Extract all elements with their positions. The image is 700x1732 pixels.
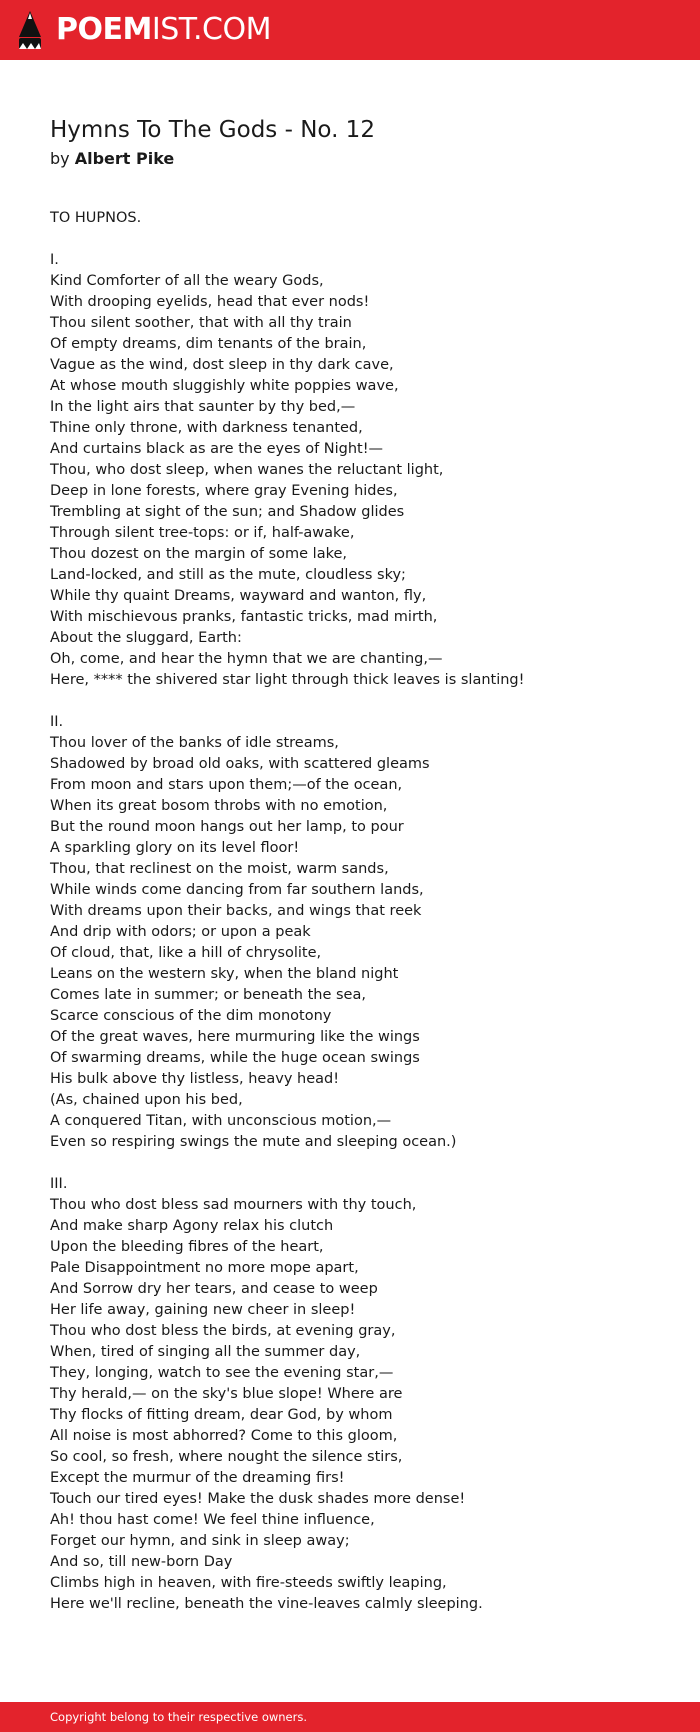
poem-line: In the light airs that saunter by thy bed,—: [50, 399, 356, 415]
poem-line: Pale Disappointment no more mope apart,: [50, 1260, 359, 1276]
poem-line: Of swarming dreams, while the huge ocean swings: [50, 1050, 420, 1066]
poem-line: Trembling at sight of the sun; and Shadow glides: [50, 504, 405, 520]
poem-line: Of empty dreams, dim tenants of the brain,: [50, 336, 367, 352]
poem-line: Deep in lone forests, where gray Evening hides,: [50, 483, 398, 499]
logo-bold-text: POEM: [56, 12, 152, 47]
poem-line: Comes late in summer; or beneath the sea,: [50, 987, 366, 1003]
site-footer: [0, 1702, 700, 1732]
poem-line: A sparkling glory on its level floor!: [50, 840, 300, 856]
poem-line: Vague as the wind, dost sleep in thy dark cave,: [50, 357, 394, 373]
poem-line: Thou, that reclinest on the moist, warm sands,: [50, 861, 389, 877]
poem-line: III.: [50, 1176, 68, 1192]
poem-line: [50, 691, 670, 712]
site-header: [0, 0, 700, 60]
pen-nib-icon[interactable]: [18, 10, 42, 50]
poem-line: Even so respiring swings the mute and sleeping ocean.): [50, 1134, 457, 1150]
poem-line: With mischievous pranks, fantastic tricks, mad mirth,: [50, 609, 438, 625]
poem-line: All noise is most abhorred? Come to this gloom,: [50, 1428, 398, 1444]
poem-line: When its great bosom throbs with no emotion,: [50, 798, 388, 814]
poem-line: They, longing, watch to see the evening star,—: [50, 1365, 394, 1381]
poem-line: Thou dozest on the margin of some lake,: [50, 546, 347, 562]
poem-line: TO HUPNOS.: [50, 210, 142, 226]
poem-line: While thy quaint Dreams, wayward and wanton, fly,: [50, 588, 427, 604]
author-name[interactable]: Albert Pike: [74, 149, 175, 168]
poem-line: [50, 1153, 670, 1174]
poem-line: While winds come dancing from far southern lands,: [50, 882, 424, 898]
poem-line: Thy flocks of fitting dream, dear God, by whom: [50, 1407, 393, 1423]
poem-line: Here, **** the shivered star light through thick leaves is slanting!: [50, 672, 525, 688]
poem-line: So cool, so fresh, where nought the silence stirs,: [50, 1449, 403, 1465]
poem-byline: [50, 147, 670, 171]
poem-line: Touch our tired eyes! Make the dusk shades more dense!: [50, 1491, 466, 1507]
poem-line: Ah! thou hast come! We feel thine influence,: [50, 1512, 375, 1528]
poem-line: With dreams upon their backs, and wings that reek: [50, 903, 422, 919]
poem-line: Thine only throne, with darkness tenanted,: [50, 420, 363, 436]
poem-line: About the sluggard, Earth:: [50, 630, 242, 646]
poem-line: Upon the bleeding fibres of the heart,: [50, 1239, 324, 1255]
poem-line: But the round moon hangs out her lamp, to pour: [50, 819, 404, 835]
poem-line: And so, till new-born Day: [50, 1554, 233, 1570]
poem-line: Scarce conscious of the dim monotony: [50, 1008, 332, 1024]
poem-line: His bulk above thy listless, heavy head!: [50, 1071, 340, 1087]
poem-line: Thou, who dost sleep, when wanes the reluctant light,: [50, 462, 444, 478]
logo-light-text: IST.COM: [151, 12, 271, 47]
poem-line: With drooping eyelids, head that ever nods!: [50, 294, 370, 310]
poem-body: [50, 208, 670, 1615]
poem-line: Through silent tree-tops: or if, half-awake,: [50, 525, 355, 541]
poem-line: Thy herald,— on the sky's blue slope! Where are: [50, 1386, 403, 1402]
poem-line: Thou who dost bless sad mourners with thy touch,: [50, 1197, 417, 1213]
site-logo[interactable]: [56, 12, 271, 47]
poem-line: Oh, come, and hear the hymn that we are chanting,—: [50, 651, 443, 667]
poem-line: Thou lover of the banks of idle streams,: [50, 735, 339, 751]
poem-line: (As, chained upon his bed,: [50, 1092, 243, 1108]
poem-line: At whose mouth sluggishly white poppies wave,: [50, 378, 399, 394]
poem-line: II.: [50, 714, 64, 730]
poem-line: A conquered Titan, with unconscious motion,—: [50, 1113, 392, 1129]
poem-line: [50, 229, 670, 250]
poem-line: When, tired of singing all the summer day,: [50, 1344, 361, 1360]
poem-line: Except the murmur of the dreaming firs!: [50, 1470, 345, 1486]
poem-line: Kind Comforter of all the weary Gods,: [50, 273, 324, 289]
by-label: by: [50, 149, 70, 168]
poem-line: And make sharp Agony relax his clutch: [50, 1218, 334, 1234]
poem-line: Of cloud, that, like a hill of chrysolite,: [50, 945, 322, 961]
poem-line: Leans on the western sky, when the bland night: [50, 966, 399, 982]
poem-line: And drip with odors; or upon a peak: [50, 924, 311, 940]
poem-line: And curtains black as are the eyes of Night!—: [50, 441, 384, 457]
poem-line: I.: [50, 252, 59, 268]
poem-line: Land-locked, and still as the mute, cloudless sky;: [50, 567, 406, 583]
poem-line: Thou who dost bless the birds, at evening gray,: [50, 1323, 396, 1339]
poem-line: Here we'll recline, beneath the vine-leaves calmly sleeping.: [50, 1596, 483, 1612]
poem-line: Climbs high in heaven, with fire-steeds swiftly leaping,: [50, 1575, 447, 1591]
poem-line: From moon and stars upon them;—of the ocean,: [50, 777, 403, 793]
poem-title: Hymns To The Gods - No. 12: [50, 117, 375, 143]
poem-line: Forget our hymn, and sink in sleep away;: [50, 1533, 350, 1549]
poem-line: And Sorrow dry her tears, and cease to weep: [50, 1281, 378, 1297]
poem-line: Her life away, gaining new cheer in sleep!: [50, 1302, 356, 1318]
poem-line: Shadowed by broad old oaks, with scattered gleams: [50, 756, 430, 772]
poem-content: [50, 113, 670, 1615]
poem-line: Of the great waves, here murmuring like the wings: [50, 1029, 420, 1045]
copyright-text: Copyright belong to their respective owners.: [50, 1710, 308, 1724]
poem-line: Thou silent soother, that with all thy train: [50, 315, 352, 331]
